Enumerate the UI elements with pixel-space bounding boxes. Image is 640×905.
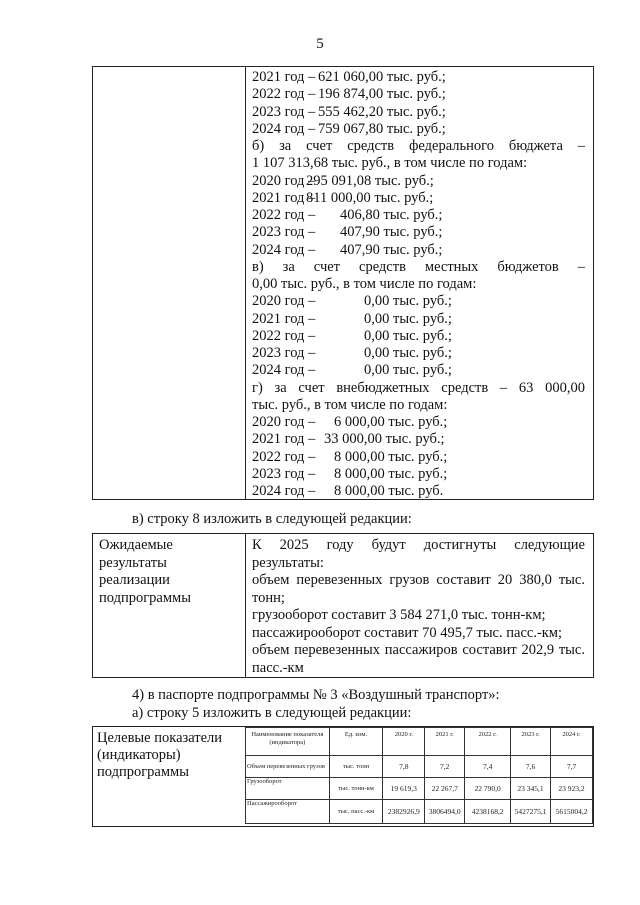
funding-cell bbox=[252, 69, 585, 500]
page-number: 5 bbox=[316, 36, 324, 52]
label-line: результаты bbox=[99, 554, 167, 571]
result-line: пасс.-км bbox=[252, 659, 304, 676]
local-intro-cont: 0,00 тыс. руб., в том числе по годам: bbox=[252, 276, 477, 292]
table-row bbox=[246, 778, 593, 800]
label-line: реализации bbox=[99, 572, 170, 588]
funding-line: 2023 год – 555 462,20 тыс. руб.; bbox=[252, 103, 446, 120]
local-line: 2021 год – 0,00 тыс. руб.; bbox=[252, 310, 452, 327]
expected-results-table bbox=[92, 533, 594, 678]
funding-line: 2024 год – 759 067,80 тыс. руб.; bbox=[252, 120, 446, 137]
indicator-value: 23 923,2 bbox=[551, 778, 593, 800]
indicator-value: 4238168,2 bbox=[465, 800, 511, 824]
indicator-value: 22 267,7 bbox=[425, 778, 465, 800]
indicator-value: 2382926,9 bbox=[383, 800, 425, 824]
indicator-value: 7,4 bbox=[465, 756, 511, 778]
result-line: грузооборот составит 3 584 271,0 тыс. тонн-км; bbox=[252, 607, 546, 623]
funding-line: 2021 год – 621 060,00 тыс. руб.; bbox=[252, 69, 446, 85]
table-row bbox=[246, 756, 593, 778]
federal-intro-cont: 1 107 313,68 тыс. руб., в том числе по годам: bbox=[252, 155, 528, 172]
result-line: К 2025 году будут достигнуты следующие bbox=[252, 537, 585, 553]
header-row bbox=[246, 728, 593, 756]
extrabudget-intro: г) за счет внебюджетных средств – 63 000,00 bbox=[252, 379, 585, 396]
federal-line: 2021 год –811 000,00 тыс. руб.; bbox=[252, 189, 434, 206]
indicator-value: 3806494,0 bbox=[425, 800, 465, 824]
federal-line: 2023 год – 407,90 тыс. руб.; bbox=[252, 224, 443, 241]
indicator-name: Объем перевезенных грузов bbox=[246, 756, 330, 778]
indicator-value: 5615004,2 bbox=[551, 800, 593, 824]
extrabudget-line: 2021 год – 33 000,00 тыс. руб.; bbox=[252, 431, 445, 448]
label-line: подпрограммы bbox=[99, 589, 191, 606]
instruction-row8: в) строку 8 изложить в следующей редакции: bbox=[132, 511, 412, 527]
indicator-value: 7,2 bbox=[425, 756, 465, 778]
funding-table bbox=[92, 66, 594, 500]
header-cell: 2024 г. bbox=[551, 728, 593, 756]
label-line: Целевые показатели bbox=[97, 730, 223, 746]
indicator-unit: тыс. тонн bbox=[329, 756, 383, 778]
indicator-name: Пассажирооборот bbox=[246, 800, 330, 824]
result-line: объем перевезенных пассажиров составит 202,9 тыс. bbox=[252, 642, 585, 658]
extrabudget-line: 2022 год – 8 000,00 тыс. руб.; bbox=[252, 448, 448, 465]
indicator-name: Грузооборот bbox=[246, 778, 330, 800]
local-line: 2022 год – 0,00 тыс. руб.; bbox=[252, 327, 452, 344]
indicator-value: 23 345,1 bbox=[511, 778, 551, 800]
column-divider bbox=[245, 534, 246, 677]
indicator-value: 7,6 bbox=[511, 756, 551, 778]
result-line: тонн; bbox=[252, 589, 285, 606]
local-line: 2023 год – 0,00 тыс. руб.; bbox=[252, 345, 452, 361]
indicator-value: 7,7 bbox=[551, 756, 593, 778]
header-cell: Ед. изм. bbox=[329, 728, 383, 756]
header-cell: 2022 г. bbox=[465, 728, 511, 756]
federal-intro: б) за счет средств федерального бюджета – bbox=[252, 138, 585, 154]
federal-line: 2024 год – 407,90 тыс. руб.; bbox=[252, 241, 443, 258]
result-line: пассажирооборот составит 70 495,7 тыс. пасс.-км; bbox=[252, 624, 563, 641]
instruction-passport: 4) в паспорте подпрограммы № 3 «Воздушный транспорт»: bbox=[132, 687, 500, 703]
indicators-table bbox=[92, 726, 594, 827]
local-line: 2020 год – 0,00 тыс. руб.; bbox=[252, 293, 452, 310]
extrabudget-line: 2024 год – 8 000,00 тыс. руб. bbox=[252, 483, 444, 499]
indicator-unit: тыс. пасс.-км bbox=[329, 800, 383, 824]
funding-line: 2022 год – 196 874,00 тыс. руб.; bbox=[252, 86, 446, 103]
header-cell: Наименование показателя (индикатора) bbox=[246, 728, 330, 756]
indicator-unit: тыс. тонн-км bbox=[329, 778, 383, 800]
indicator-value: 7,8 bbox=[383, 756, 425, 778]
federal-line: 2022 год – 406,80 тыс. руб.; bbox=[252, 207, 443, 223]
instruction-row5: а) строку 5 изложить в следующей редакции: bbox=[132, 705, 412, 721]
result-line: объем перевезенных грузов составит 20 380,0 тыс. bbox=[252, 572, 585, 588]
header-cell: 2021 г. bbox=[425, 728, 465, 756]
header-cell: 2020 г. bbox=[383, 728, 425, 756]
extrabudget-intro-cont: тыс. руб., в том числе по годам: bbox=[252, 396, 448, 413]
indicator-value: 19 619,3 bbox=[383, 778, 425, 800]
local-line: 2024 год – 0,00 тыс. руб.; bbox=[252, 362, 452, 379]
label-line: Ожидаемые bbox=[99, 537, 173, 553]
label-line: (индикаторы) bbox=[97, 747, 181, 763]
label-line: подпрограммы bbox=[97, 764, 189, 780]
result-line: результаты: bbox=[252, 554, 324, 571]
local-intro: в) за счет средств местных бюджетов – bbox=[252, 258, 585, 275]
indicator-value: 22 790,0 bbox=[465, 778, 511, 800]
header-cell: 2023 г. bbox=[511, 728, 551, 756]
expected-results-label bbox=[99, 537, 239, 607]
indicator-value: 5427275,1 bbox=[511, 800, 551, 824]
table-row bbox=[246, 800, 593, 824]
federal-line: 2020 год –295 091,08 тыс. руб.; bbox=[252, 172, 434, 189]
column-divider bbox=[245, 67, 246, 499]
extrabudget-line: 2020 год – 6 000,00 тыс. руб.; bbox=[252, 414, 448, 430]
indicators-grid bbox=[245, 727, 593, 824]
expected-results-text bbox=[252, 537, 585, 677]
extrabudget-line: 2023 год – 8 000,00 тыс. руб.; bbox=[252, 465, 448, 482]
indicators-label bbox=[97, 730, 243, 781]
